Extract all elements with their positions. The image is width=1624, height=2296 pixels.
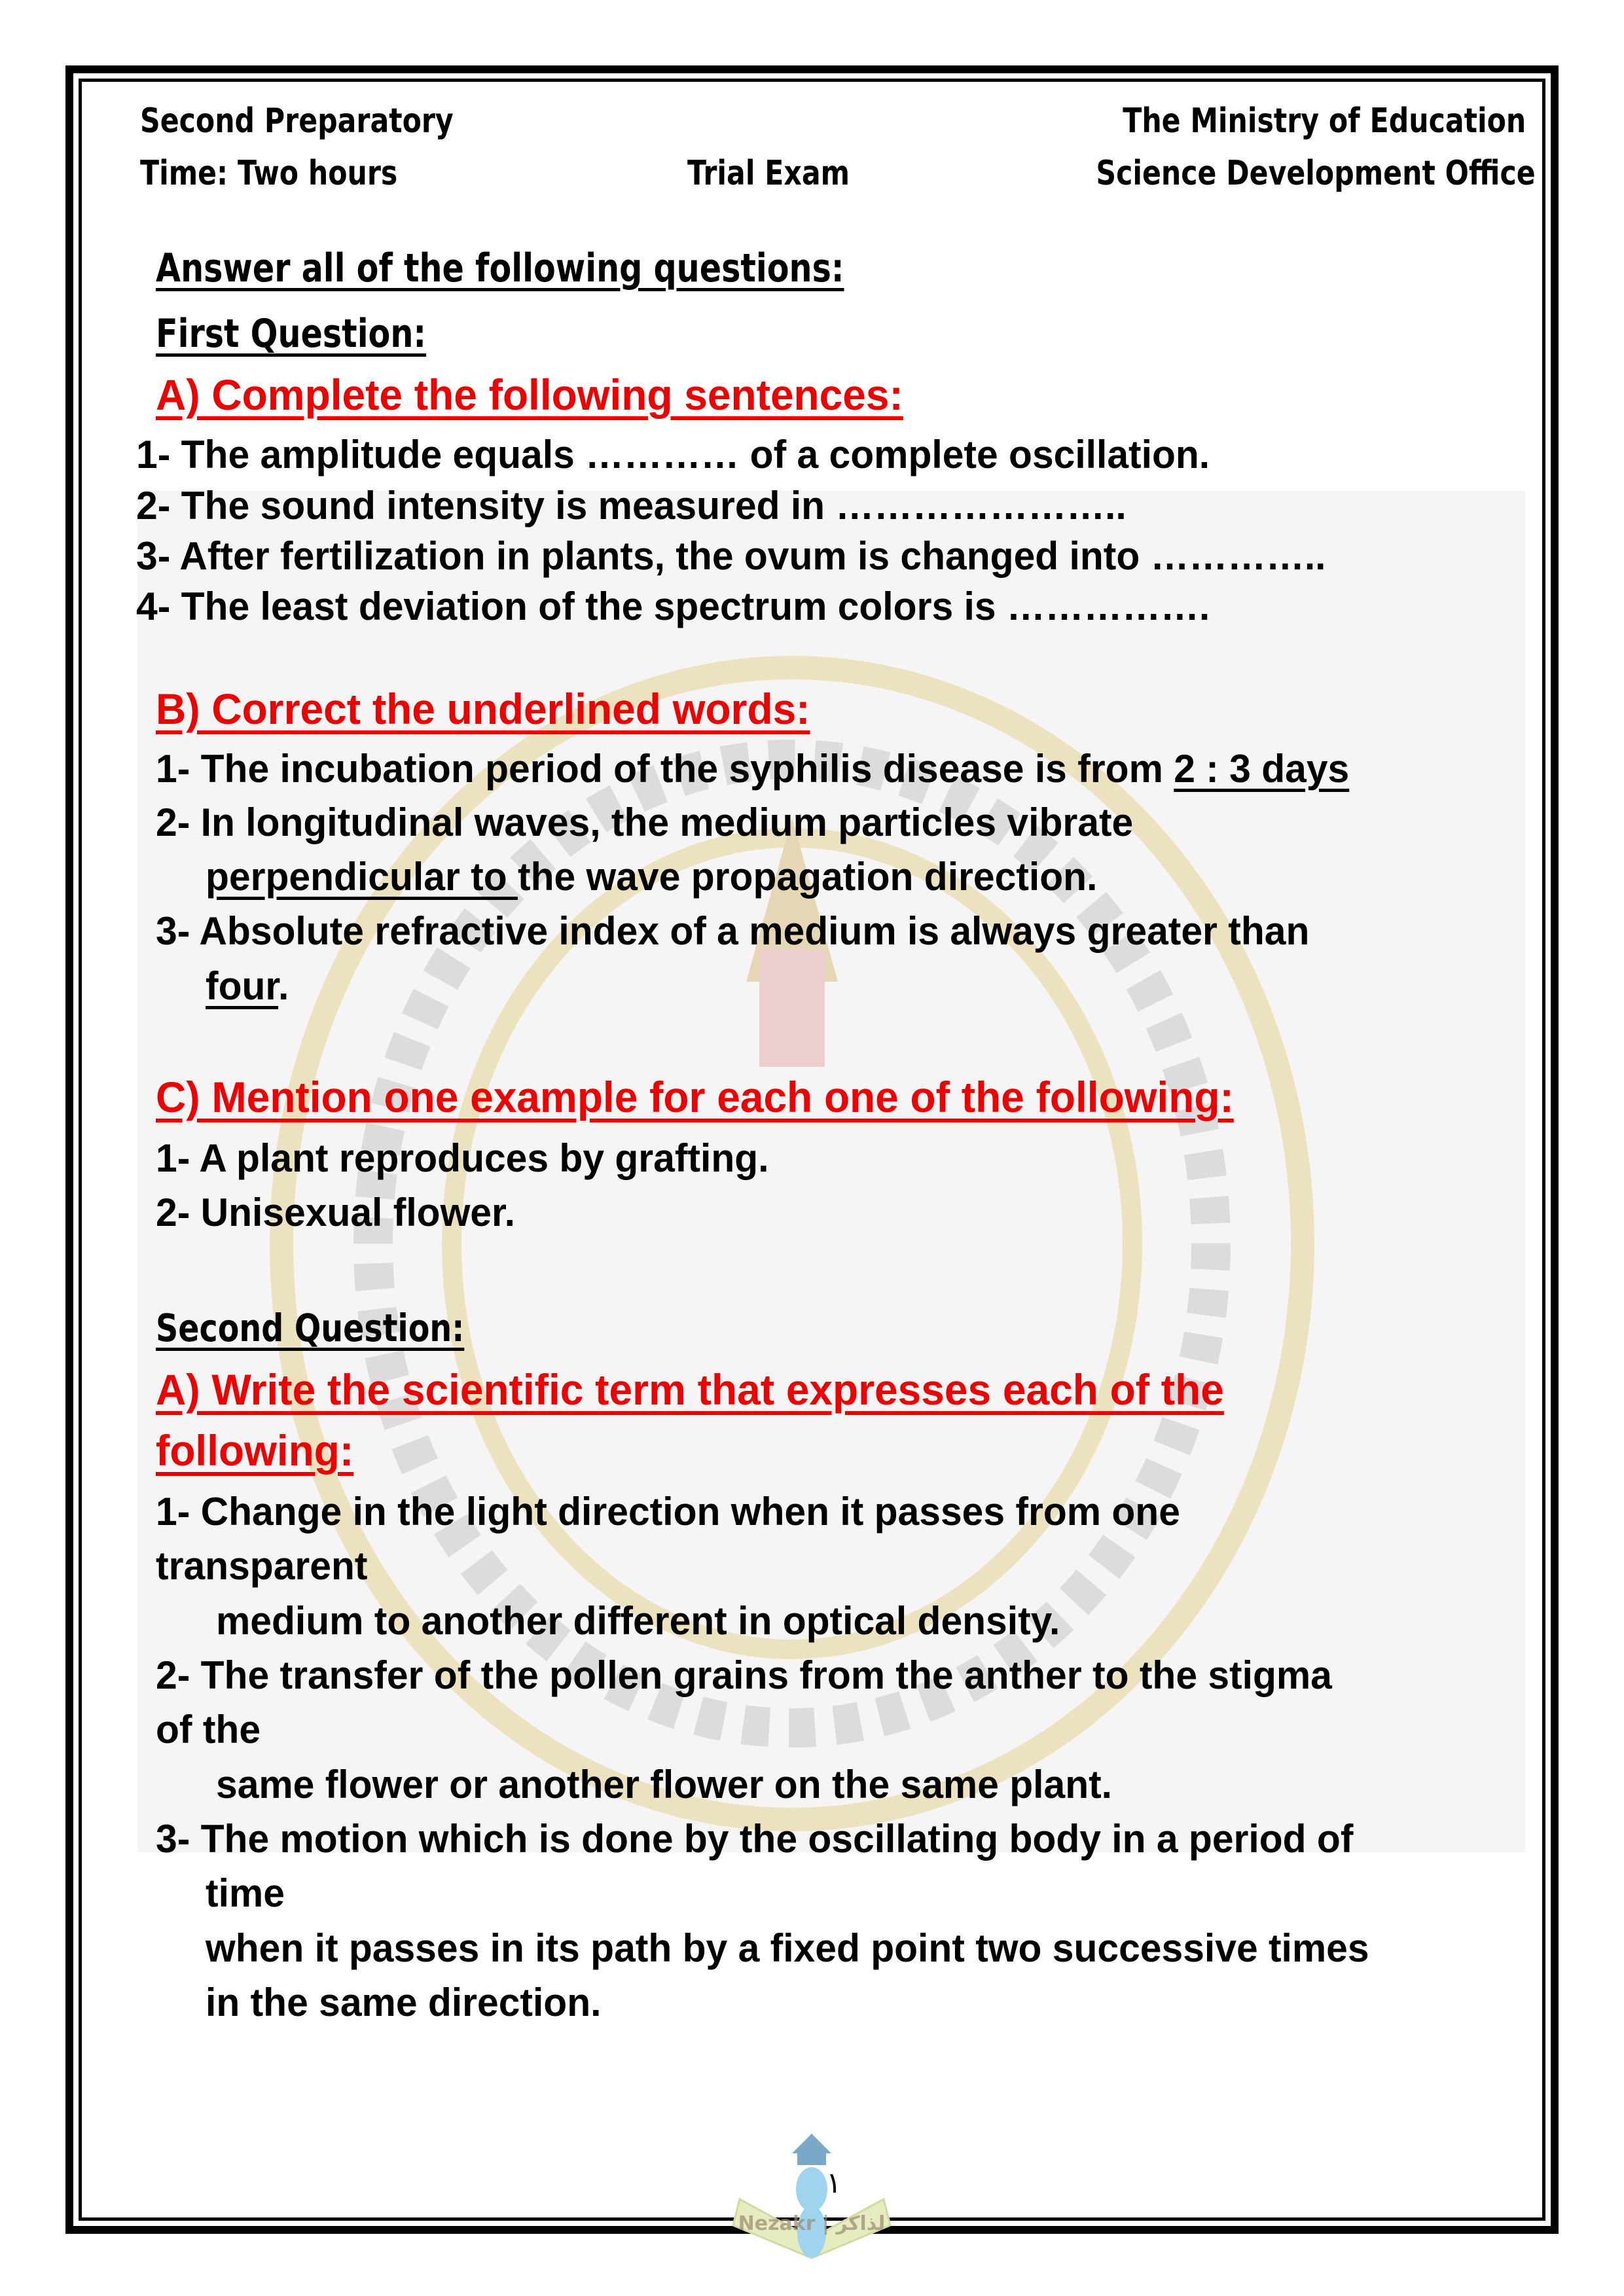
part-b-item-1-underlined: 2 : 3 days — [1174, 747, 1350, 791]
office-label: Science Development Office — [1096, 154, 1536, 193]
part-b-heading — [156, 684, 810, 734]
part-a-item-3: 3- After fertilization in plants, the ovum is changed into ………….. — [136, 534, 1326, 578]
part-b-item-2-line1: 2- In longitudinal waves, the medium particles vibrate — [156, 800, 1134, 844]
part-b-item-1 — [156, 746, 1349, 791]
part-b-item-2-after: the wave propagation direction. — [518, 855, 1098, 899]
part-b-item-3-after: . — [278, 964, 289, 1008]
time-label: Time: Two hours — [140, 154, 398, 193]
graduate-book-logo-icon — [720, 2127, 903, 2278]
sq-item-3-line4: in the same direction. — [206, 1981, 602, 2024]
sq-item-1-line2: transparent — [156, 1544, 368, 1588]
part-b-item-3-line2 — [206, 963, 289, 1009]
sq-item-2-line3: same flower or another flower on the same plant. — [216, 1763, 1113, 1806]
sq-part-a-heading-line1 — [156, 1365, 1224, 1414]
sq-part-a-heading-line2 — [156, 1426, 353, 1475]
page-number: ١ — [826, 2166, 842, 2200]
part-b-item-1-text: 1- The incubation period of the syphilis disease is from — [156, 747, 1174, 791]
part-c-heading — [156, 1072, 1234, 1122]
part-b-item-2-line2 — [206, 854, 1097, 899]
sq-item-3-line1: 3- The motion which is done by the oscillating body in a period of — [156, 1817, 1354, 1861]
sq-item-1-line1: 1- Change in the light direction when it passes from one — [156, 1490, 1180, 1534]
part-a-heading-text: A) Complete the following sentences: — [156, 370, 903, 419]
part-b-item-2-underlined: perpendicular to — [206, 855, 518, 899]
sq-item-3-line3: when it passes in its path by a fixed point two successive times — [206, 1926, 1369, 1970]
grade-label: Second Preparatory — [140, 101, 454, 141]
logo-text: Nezakr | لذاكر — [738, 2212, 886, 2235]
sq-part-a-heading-line1-text: A) Write the scientific term that expresses each of the — [156, 1365, 1224, 1414]
sq-item-2-line2: of the — [156, 1708, 261, 1751]
ministry-seal-watermark-icon — [236, 655, 1348, 1931]
part-b-item-3-underlined: four — [206, 964, 279, 1008]
part-b-item-3-line1: 3- Absolute refractive index of a medium is always greater than — [156, 909, 1310, 953]
instructions-heading: Answer all of the following questions: — [156, 245, 844, 291]
part-c-item-2: 2- Unisexual flower. — [156, 1191, 515, 1234]
part-b-heading-text: B) Correct the underlined words: — [156, 685, 810, 733]
part-a-item-1: 1- The amplitude equals ………… of a complete oscillation. — [136, 433, 1210, 476]
ministry-label: The Ministry of Education — [1122, 101, 1526, 141]
part-a-heading — [156, 370, 903, 420]
part-a-item-4: 4- The least deviation of the spectrum colors is ……………. — [136, 584, 1210, 628]
second-question-title: Second Question: — [156, 1306, 465, 1350]
exam-type-label: Trial Exam — [687, 154, 850, 193]
part-a-item-2: 2- The sound intensity is measured in ………………….. — [136, 484, 1127, 528]
sq-item-2-line1: 2- The transfer of the pollen grains from the anther to the stigma — [156, 1653, 1332, 1697]
first-question-title: First Question: — [156, 311, 427, 357]
part-c-heading-text: C) Mention one example for each one of the following: — [156, 1073, 1234, 1121]
sq-part-a-heading-line2-text: following: — [156, 1426, 354, 1475]
part-c-item-1: 1- A plant reproduces by grafting. — [156, 1136, 769, 1180]
sq-item-3-line2: time — [206, 1871, 285, 1915]
sq-item-1-line3: medium to another different in optical density. — [216, 1599, 1060, 1643]
